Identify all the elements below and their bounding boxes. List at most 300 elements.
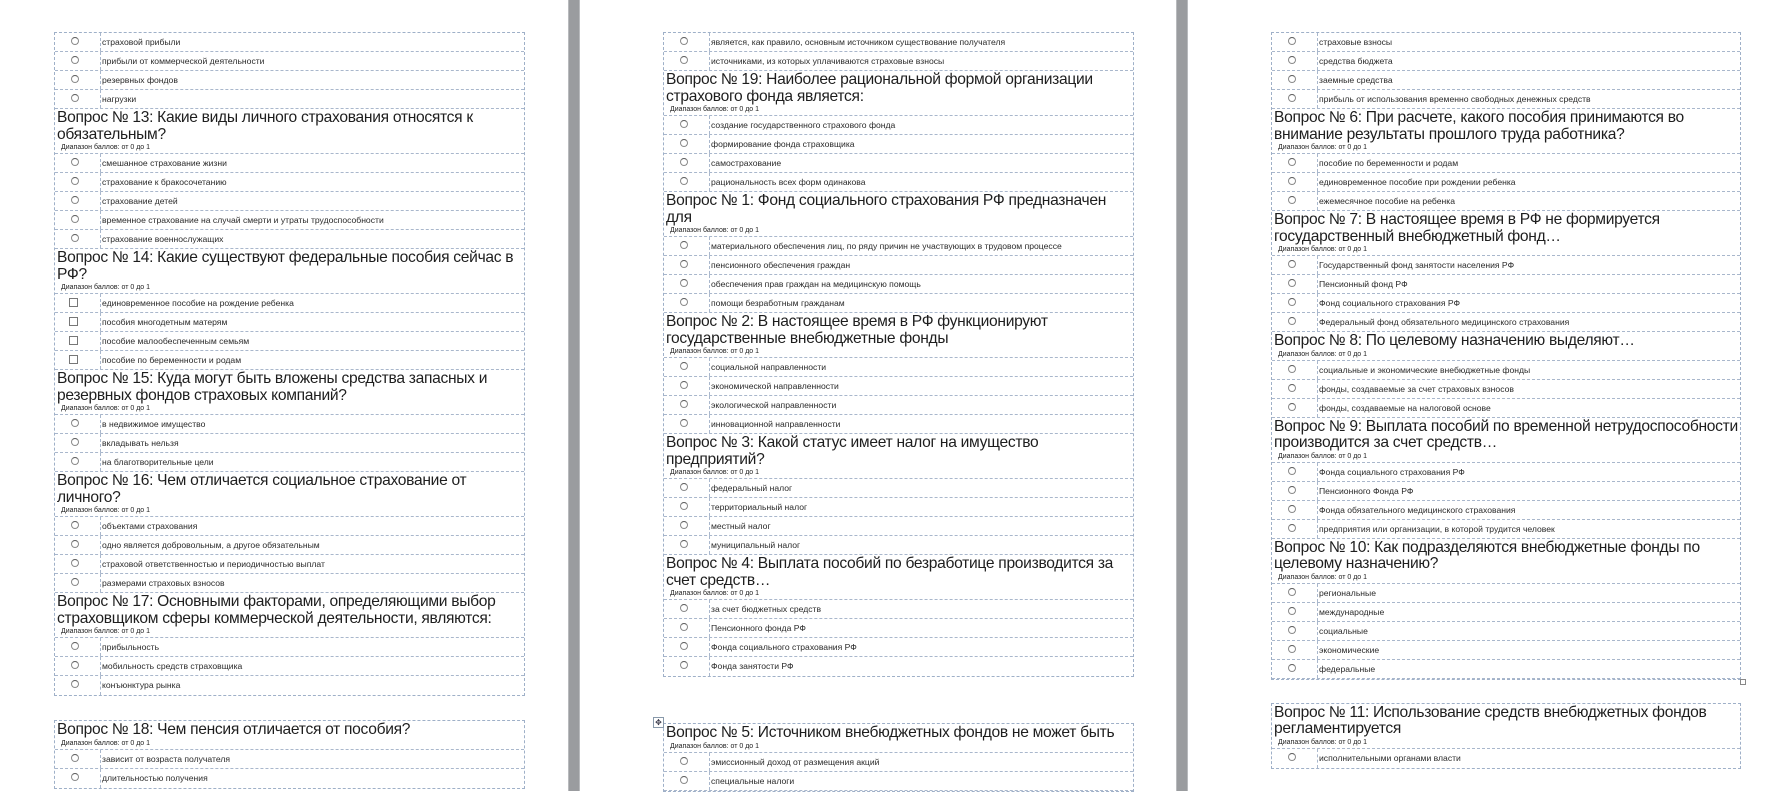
radio-cell [55, 574, 100, 592]
answer-row [1272, 520, 1740, 539]
answer-row [1272, 192, 1740, 211]
radio-cell [1272, 52, 1317, 70]
radio-cell [55, 657, 100, 675]
answer-text: экономической направленности [709, 377, 1133, 395]
score-range-label: Диапазон баллов: от 0 до 1 [670, 227, 760, 234]
radio-cell [55, 638, 100, 656]
answer-radio[interactable] [71, 521, 79, 529]
answer-radio[interactable] [680, 483, 688, 491]
answer-row [1272, 660, 1740, 679]
answer-radio[interactable] [71, 661, 79, 669]
answer-text: специальные налоги [709, 772, 1133, 790]
radio-cell [664, 294, 709, 312]
radio-cell [55, 434, 100, 452]
answer-text: Пенсионного Фонда РФ [1317, 482, 1740, 500]
answer-row [55, 676, 524, 695]
answer-radio[interactable] [680, 502, 688, 510]
answer-text: пособие по беременности и родам [100, 351, 524, 369]
score-range-label: Диапазон баллов: от 0 до 1 [61, 284, 151, 291]
question-header [55, 370, 524, 415]
answer-radio[interactable] [1288, 607, 1296, 615]
radio-cell [55, 676, 100, 695]
answer-row [1272, 313, 1740, 332]
answer-radio[interactable] [71, 56, 79, 64]
answer-radio[interactable] [680, 158, 688, 166]
answer-radio[interactable] [1288, 94, 1296, 102]
score-range-label: Диапазон баллов: от 0 до 1 [670, 469, 760, 476]
answer-radio[interactable] [1288, 37, 1296, 45]
answer-row [55, 52, 524, 71]
answer-row [1272, 361, 1740, 380]
answer-radio[interactable] [1288, 279, 1296, 287]
answer-text: одно является добровольным, а другое обязательным [100, 536, 524, 554]
score-range-label: Диапазон баллов: от 0 до 1 [1278, 573, 1368, 581]
answer-radio[interactable] [1288, 626, 1296, 634]
radio-cell [664, 52, 709, 70]
question-title: Вопрос № 7: В настоящее время в РФ не формируется государственный внебюджетный фонд… [1274, 211, 1660, 245]
answer-text: прибыльность [100, 638, 524, 656]
answer-row [664, 536, 1133, 555]
question-table [655, 718, 1134, 792]
radio-cell [1272, 501, 1317, 519]
answer-text: Федеральный фонд обязательного медицинского страхования [1317, 313, 1740, 331]
answer-row [664, 619, 1133, 638]
answer-radio[interactable] [680, 642, 688, 650]
answer-text: обеспечения прав граждан на медицинскую помощь [709, 275, 1133, 293]
answer-radio[interactable] [680, 623, 688, 631]
answer-row [1272, 622, 1740, 641]
radio-cell [664, 154, 709, 172]
answer-row [55, 434, 524, 453]
radio-cell [1272, 173, 1317, 191]
answer-row [664, 396, 1133, 415]
answer-checkbox[interactable] [69, 298, 78, 307]
radio-cell [1272, 603, 1317, 621]
answer-row [55, 313, 524, 332]
radio-cell [664, 33, 709, 51]
radio-cell [55, 90, 100, 108]
radio-cell [664, 536, 709, 554]
radio-cell [55, 33, 100, 51]
answer-text: на благотворительные цели [100, 453, 524, 471]
answer-text: муниципальный налог [709, 536, 1133, 554]
answer-radio[interactable] [1288, 505, 1296, 513]
answer-radio[interactable] [71, 196, 79, 204]
answer-text: фонды, создаваемые за счет страховых взносов [1317, 380, 1740, 398]
answer-radio[interactable] [71, 215, 79, 223]
radio-cell [664, 377, 709, 395]
answer-row [1272, 90, 1740, 109]
answer-radio[interactable] [680, 757, 688, 765]
answer-radio[interactable] [680, 177, 688, 185]
question-header [1272, 418, 1740, 463]
question-header [1272, 539, 1740, 584]
question-title: Вопрос № 13: Какие виды личного страхования относятся к обязательным? [57, 109, 473, 143]
answer-text: федеральный налог [709, 479, 1133, 497]
answer-row [664, 275, 1133, 294]
score-range-label: Диапазон баллов: от 0 до 1 [670, 742, 760, 750]
answer-row [55, 33, 524, 52]
radio-cell [664, 358, 709, 376]
answer-radio[interactable] [71, 540, 79, 548]
answer-radio[interactable] [1288, 486, 1296, 494]
answer-row [664, 377, 1133, 396]
answer-text: формирование фонда страховщика [709, 135, 1133, 153]
answer-radio[interactable] [71, 773, 79, 781]
answer-radio[interactable] [1288, 317, 1296, 325]
answer-row [55, 517, 524, 536]
radio-cell [664, 657, 709, 676]
answer-radio[interactable] [1288, 524, 1296, 532]
answer-text: Фонда занятости РФ [709, 657, 1133, 676]
answer-text: конъюнктура рынка [100, 676, 524, 695]
question-table [54, 720, 525, 789]
answer-radio[interactable] [1288, 645, 1296, 653]
answer-row [55, 294, 524, 313]
radio-cell [1272, 71, 1317, 89]
radio-cell [55, 52, 100, 70]
answer-text: помощи безработным гражданам [709, 294, 1133, 312]
answer-text: ежемесячное пособие на ребенка [1317, 192, 1740, 210]
answer-row [664, 154, 1133, 173]
table-resize-handle[interactable] [1740, 679, 1746, 685]
question-header [664, 434, 1133, 479]
answer-radio[interactable] [680, 37, 688, 45]
answer-row [1272, 463, 1740, 482]
answer-text: временное страхование на случай смерти и утраты трудоспособности [100, 211, 524, 229]
question-table [663, 32, 1134, 677]
answer-radio[interactable] [680, 120, 688, 128]
answer-text: Фонда обязательного медицинского страхования [1317, 501, 1740, 519]
answer-row [1272, 641, 1740, 660]
question-header [664, 724, 1133, 753]
answer-text: единовременное пособие при рождении ребенка [1317, 173, 1740, 191]
question-header [664, 555, 1133, 600]
answer-row [55, 453, 524, 472]
radio-cell [664, 237, 709, 255]
answer-row [664, 52, 1133, 71]
answer-radio[interactable] [1288, 298, 1296, 306]
question-title: Вопрос № 17: Основными факторами, определяющими выбор страховщиком сферы коммерческой деятельности, являются: [57, 593, 496, 627]
answer-text: за счет бюджетных средств [709, 600, 1133, 618]
answer-radio[interactable] [1288, 588, 1296, 596]
answer-checkbox[interactable] [69, 355, 78, 364]
answer-radio[interactable] [1288, 196, 1296, 204]
answer-row [55, 657, 524, 676]
answer-text: размерами страховых взносов [100, 574, 524, 592]
answer-text: международные [1317, 603, 1740, 621]
radio-cell [55, 517, 100, 535]
answer-row [664, 415, 1133, 434]
answer-row [55, 90, 524, 109]
answer-text: исполнительными органами власти [1317, 749, 1740, 768]
question-title: Вопрос № 18: Чем пенсия отличается от пособия? [57, 721, 411, 738]
question-header [664, 71, 1133, 116]
answer-text: предприятия или организации, в которой трудится человек [1317, 520, 1740, 538]
answer-row [664, 498, 1133, 517]
answer-text: эмиссионный доход от размещения акций [709, 753, 1133, 771]
answer-radio[interactable] [71, 642, 79, 650]
answer-text: прибыль от использования временно свободных денежных средств [1317, 90, 1740, 108]
answer-radio[interactable] [680, 381, 688, 389]
radio-cell [55, 154, 100, 172]
question-header [55, 249, 524, 294]
answer-row [664, 173, 1133, 192]
answer-text: социальной направленности [709, 358, 1133, 376]
radio-cell [55, 769, 100, 788]
radio-cell [664, 517, 709, 535]
score-range-label: Диапазон баллов: от 0 до 1 [61, 144, 151, 151]
answer-text: является, как правило, основным источником существование получателя [709, 33, 1133, 51]
answer-row [1272, 482, 1740, 501]
question-header [1272, 704, 1740, 749]
answer-radio[interactable] [71, 177, 79, 185]
answer-radio[interactable] [680, 298, 688, 306]
checkbox-cell [55, 294, 100, 312]
answer-row [664, 772, 1133, 791]
answer-text: социальные [1317, 622, 1740, 640]
answer-radio[interactable] [1288, 56, 1296, 64]
answer-text: страховой прибыли [100, 33, 524, 51]
answer-radio[interactable] [680, 400, 688, 408]
radio-cell [1272, 294, 1317, 312]
answer-text: страхование детей [100, 192, 524, 210]
question-title: Вопрос № 4: Выплата пособий по безработице производится за счет средств… [666, 555, 1114, 589]
answer-row [55, 230, 524, 249]
question-header [664, 192, 1133, 237]
answer-text: страховой ответственностью и периодичностью выплат [100, 555, 524, 573]
radio-cell [1272, 520, 1317, 538]
question-table [1271, 703, 1741, 769]
radio-cell [664, 135, 709, 153]
answer-text: в недвижимое имущество [100, 415, 524, 433]
answer-radio[interactable] [1288, 158, 1296, 166]
answer-text: пособия многодетным матерям [100, 313, 524, 331]
radio-cell [1272, 154, 1317, 172]
answer-radio[interactable] [1288, 664, 1296, 672]
question-title: Вопрос № 10: Как подразделяются внебюджетные фонды по целевому назначению? [1274, 538, 1700, 572]
answer-radio[interactable] [1288, 467, 1296, 475]
answer-radio[interactable] [71, 559, 79, 567]
answer-row [1272, 71, 1740, 90]
answer-radio[interactable] [71, 75, 79, 83]
answer-row [1272, 256, 1740, 275]
score-range-label: Диапазон баллов: от 0 до 1 [1278, 350, 1368, 358]
answer-radio[interactable] [1288, 260, 1296, 268]
answer-text: средства бюджета [1317, 52, 1740, 70]
answer-radio[interactable] [680, 56, 688, 64]
radio-cell [1272, 33, 1317, 51]
answer-row [664, 517, 1133, 536]
radio-cell [1272, 584, 1317, 602]
score-range-label: Диапазон баллов: от 0 до 1 [61, 507, 151, 514]
answer-row [55, 173, 524, 192]
radio-cell [55, 555, 100, 573]
score-range-label: Диапазон баллов: от 0 до 1 [670, 106, 760, 113]
answer-radio[interactable] [71, 158, 79, 166]
answer-row [1272, 52, 1740, 71]
answer-row [55, 211, 524, 230]
radio-cell [55, 71, 100, 89]
answer-row [1272, 294, 1740, 313]
table-move-handle-icon[interactable]: ✥ [653, 717, 664, 728]
answer-text: территориальный налог [709, 498, 1133, 516]
answer-radio[interactable] [680, 362, 688, 370]
answer-row [664, 479, 1133, 498]
answer-checkbox[interactable] [69, 336, 78, 345]
question-header [55, 721, 524, 750]
checkbox-cell [55, 313, 100, 331]
score-range-label: Диапазон баллов: от 0 до 1 [1278, 144, 1368, 151]
answer-radio[interactable] [1288, 753, 1296, 761]
answer-text: прибыли от коммерческой деятельности [100, 52, 524, 70]
answer-radio[interactable] [680, 279, 688, 287]
answer-text: резервных фондов [100, 71, 524, 89]
question-title: Вопрос № 16: Чем отличается социальное страхование от личного? [57, 472, 467, 506]
score-range-label: Диапазон баллов: от 0 до 1 [61, 405, 151, 412]
answer-checkbox[interactable] [69, 317, 78, 326]
page-content-column [54, 32, 525, 789]
radio-cell [1272, 380, 1317, 398]
radio-cell [664, 173, 709, 191]
answer-row [664, 135, 1133, 154]
answer-radio[interactable] [680, 419, 688, 427]
radio-cell [664, 753, 709, 771]
answer-text: пенсионного обеспечения граждан [709, 256, 1133, 274]
radio-cell [664, 256, 709, 274]
answer-row [1272, 584, 1740, 603]
radio-cell [664, 116, 709, 134]
radio-cell [1272, 256, 1317, 274]
answer-radio[interactable] [680, 776, 688, 784]
answer-row [664, 237, 1133, 256]
page-content-column [655, 32, 1134, 792]
answer-row [664, 657, 1133, 676]
answer-text: экологической направленности [709, 396, 1133, 414]
answer-text: страховые взносы [1317, 33, 1740, 51]
radio-cell [664, 619, 709, 637]
radio-cell [664, 638, 709, 656]
answer-radio[interactable] [1288, 75, 1296, 83]
checkbox-cell [55, 332, 100, 350]
answer-radio[interactable] [680, 139, 688, 147]
radio-cell [664, 498, 709, 516]
answer-radio[interactable] [1288, 365, 1296, 373]
radio-cell [664, 415, 709, 433]
answer-text: Государственный фонд занятости населения РФ [1317, 256, 1740, 274]
radio-cell [664, 275, 709, 293]
answer-radio[interactable] [1288, 403, 1296, 411]
answer-radio[interactable] [680, 604, 688, 612]
radio-cell [1272, 275, 1317, 293]
answer-radio[interactable] [680, 661, 688, 669]
answer-text: объектами страхования [100, 517, 524, 535]
answer-row [664, 33, 1133, 52]
answer-row [664, 638, 1133, 657]
score-range-label: Диапазон баллов: от 0 до 1 [670, 348, 760, 355]
answer-text: экономические [1317, 641, 1740, 659]
question-header [664, 313, 1133, 358]
answer-radio[interactable] [71, 438, 79, 446]
answer-text: местный налог [709, 517, 1133, 535]
radio-cell [55, 415, 100, 433]
radio-cell [1272, 641, 1317, 659]
answer-text: рациональность всех форм одинакова [709, 173, 1133, 191]
radio-cell [55, 192, 100, 210]
page-content-column [1271, 32, 1741, 769]
answer-text: Фонда социального страхования РФ [1317, 463, 1740, 481]
answer-row [1272, 749, 1740, 768]
answer-radio[interactable] [1288, 177, 1296, 185]
answer-row [664, 294, 1133, 313]
question-header [55, 593, 524, 638]
score-range-label: Диапазон баллов: от 0 до 1 [1278, 738, 1368, 746]
answer-radio[interactable] [71, 419, 79, 427]
answer-text: Фонда социального страхования РФ [709, 638, 1133, 656]
answer-radio[interactable] [71, 754, 79, 762]
answer-text: источниками, из которых уплачиваются страховые взносы [709, 52, 1133, 70]
question-header [1272, 211, 1740, 256]
answer-radio[interactable] [680, 521, 688, 529]
answer-text: региональные [1317, 584, 1740, 602]
answer-radio[interactable] [71, 94, 79, 102]
radio-cell [55, 453, 100, 471]
question-title: Вопрос № 1: Фонд социального страхования РФ предназначен для [666, 192, 1107, 226]
answer-row [55, 638, 524, 657]
answer-text: мобильность средств страховщика [100, 657, 524, 675]
score-range-label: Диапазон баллов: от 0 до 1 [1278, 246, 1368, 253]
answer-row [1272, 33, 1740, 52]
question-table [1271, 32, 1741, 680]
answer-radio[interactable] [71, 680, 79, 688]
answer-row [55, 574, 524, 593]
question-title: Вопрос № 5: Источником внебюджетных фондов не может быть [666, 724, 1115, 741]
radio-cell [1272, 482, 1317, 500]
answer-text: страхование к бракосочетанию [100, 173, 524, 191]
radio-cell [1272, 361, 1317, 379]
answer-radio[interactable] [71, 457, 79, 465]
answer-text: единовременное пособие на рождение ребенка [100, 294, 524, 312]
question-title: Вопрос № 15: Куда могут быть вложены средства запасных и резервных фондов страховых компаний? [57, 370, 488, 404]
question-title: Вопрос № 3: Какой статус имеет налог на имущество предприятий? [666, 434, 1039, 468]
answer-radio[interactable] [1288, 384, 1296, 392]
answer-text: Пенсионный фонд РФ [1317, 275, 1740, 293]
question-header [1272, 332, 1740, 361]
answer-text: пособие по беременности и родам [1317, 154, 1740, 172]
answer-row [1272, 603, 1740, 622]
answer-radio[interactable] [680, 241, 688, 249]
answer-text: фонды, создаваемые на налоговой основе [1317, 399, 1740, 417]
answer-radio[interactable] [71, 234, 79, 242]
answer-row [55, 154, 524, 173]
answer-radio[interactable] [680, 260, 688, 268]
answer-row [1272, 501, 1740, 520]
answer-text: Фонд социального страхования РФ [1317, 294, 1740, 312]
question-title: Вопрос № 2: В настоящее время в РФ функционируют государственные внебюджетные фонды [666, 313, 1048, 347]
answer-radio[interactable] [71, 578, 79, 586]
radio-cell [1272, 192, 1317, 210]
answer-row [664, 358, 1133, 377]
answer-text: создание государственного страхового фонда [709, 116, 1133, 134]
radio-cell [1272, 463, 1317, 481]
answer-row [664, 116, 1133, 135]
answer-text: заемные средства [1317, 71, 1740, 89]
radio-cell [1272, 313, 1317, 331]
question-header [1272, 109, 1740, 154]
score-range-label: Диапазон баллов: от 0 до 1 [670, 590, 760, 597]
answer-radio[interactable] [680, 540, 688, 548]
answer-radio[interactable] [71, 37, 79, 45]
